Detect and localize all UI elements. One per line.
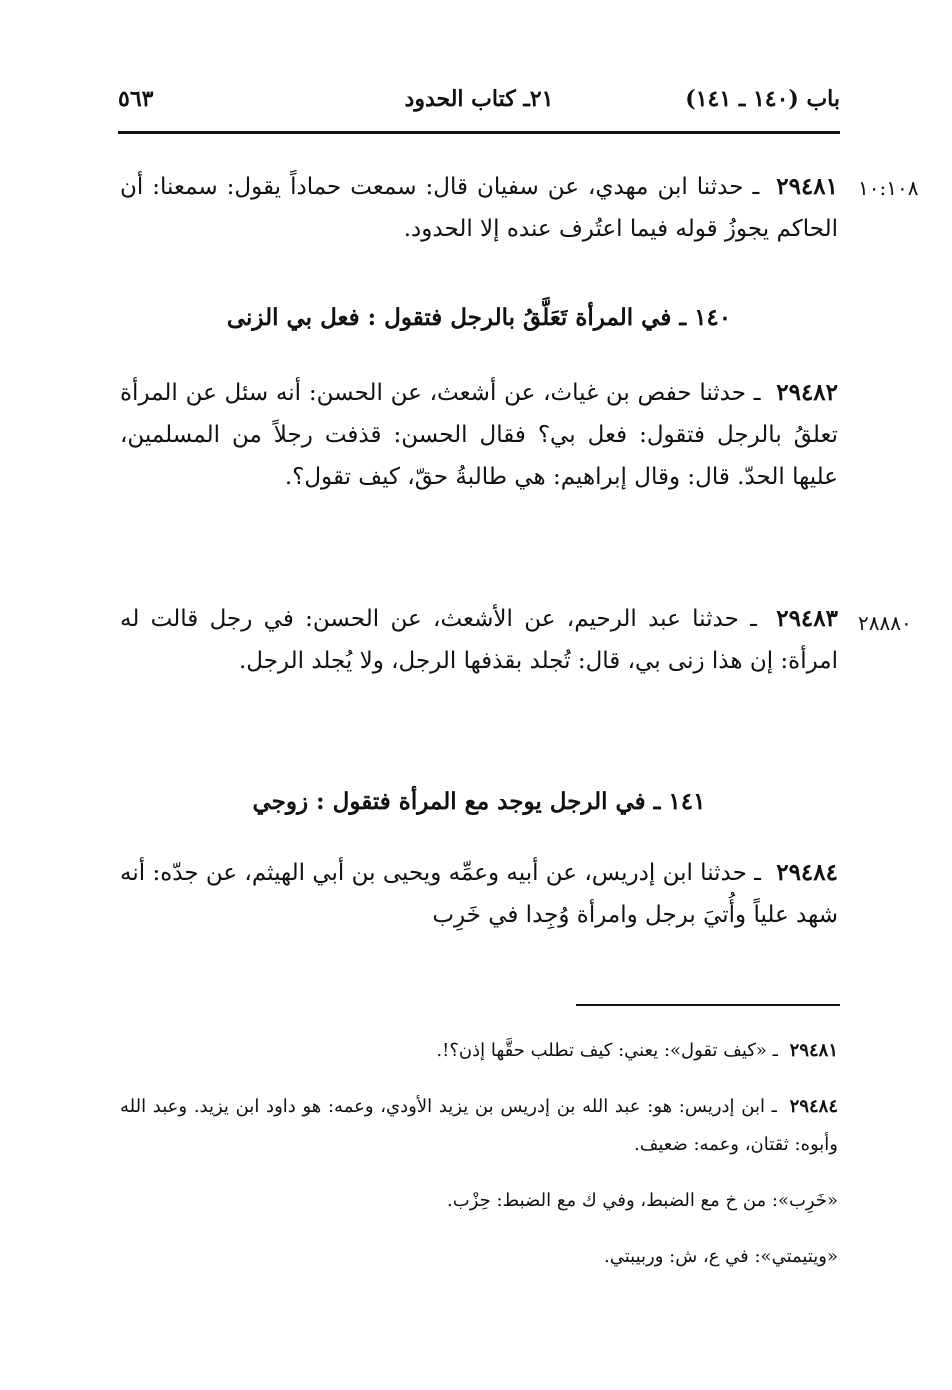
header-rule [118, 131, 840, 134]
page-header [118, 86, 840, 126]
footnote-separator [576, 1004, 840, 1006]
footnote-29484 [120, 1088, 838, 1164]
footnote-number: ٢٩٤٨٤ [789, 1096, 838, 1117]
section-heading-141: ١٤١ ـ في الرجل يوجد مع المرأة فتقول : زوجي [252, 788, 706, 815]
section-heading-140: ١٤٠ ـ في المرأة تَعَلَّقُ بالرجل فتقول : فعل بي الزنى [226, 304, 732, 331]
hadith-text: ـ حدثنا ابن إدريس، عن أبيه وعمِّه ويحيى بن أبي الهيثم، عن جدّه: أنه شهد علياً وأُتيَ برجل وامرأة وُجِدا في خَرِب [120, 860, 838, 928]
footnote-29481 [120, 1032, 838, 1070]
footnote-number: ٢٩٤٨١ [789, 1040, 838, 1061]
hadith-number: ٢٩٤٨٣ [776, 605, 838, 632]
hadith-text: ـ حدثنا عبد الرحيم، عن الأشعث، عن الحسن: في رجل قالت له امرأة: إن هذا زنى بي، قال: تُجلد بقذفها الرجل، ولا يُجلد الرجل. [120, 606, 838, 674]
hadith-text: ـ حدثنا ابن مهدي، عن سفيان قال: سمعت حماداً يقول: سمعنا: أن الحاكم يجوزُ قوله فيما اعتُرف عنده إلا الحدود. [120, 174, 838, 242]
hadith-number: ٢٩٤٨٤ [776, 859, 838, 886]
book-title: ٢١ـ كتاب الحدود [404, 86, 554, 112]
footnote-text: «خَرِب»: من خ مع الضبط، وفي ك مع الضبط: حِزْب. [447, 1190, 838, 1211]
hadith-29481 [120, 166, 838, 250]
hadith-29483 [120, 598, 838, 682]
margin-reference-1: ١٠:١٠٨ [858, 176, 919, 200]
hadith-number: ٢٩٤٨١ [776, 173, 839, 200]
margin-reference-2: ٢٨٨٨٠ [858, 611, 912, 635]
footnote-text: «ويتيمتي»: في ع، ش: وربيبتي. [604, 1246, 838, 1267]
hadith-29482 [120, 372, 838, 498]
footnote-kharib [120, 1182, 838, 1220]
page-number: ٥٦٣ [118, 86, 154, 112]
footnote-yatimati [120, 1238, 838, 1276]
hadith-number: ٢٩٤٨٢ [776, 379, 839, 406]
hadith-text: ـ حدثنا حفص بن غياث، عن أشعث، عن الحسن: أنه سئل عن المرأة تعلقُ بالرجل فتقول: فعل بي؟ فقال الحسن: قذفت رجلاً من المسلمين، عليها الحدّ. قال: وقال إبراهيم: هي طالبةُ حقّ، كيف تقول؟. [120, 380, 838, 490]
footnote-text: ـ ابن إدريس: هو: عبد الله بن إدريس بن يزيد الأودي، وعمه: هو داود ابن يزيد. وعبد الله وأبوه: ثقتان، وعمه: ضعيف. [120, 1096, 838, 1155]
hadith-29484 [120, 852, 838, 936]
footnote-text: ـ «كيف تقول»: يعني: كيف تطلب حقَّها إذن؟!. [436, 1040, 778, 1061]
chapter-range-title: باب (١٤٠ ـ ١٤١) [685, 86, 840, 112]
